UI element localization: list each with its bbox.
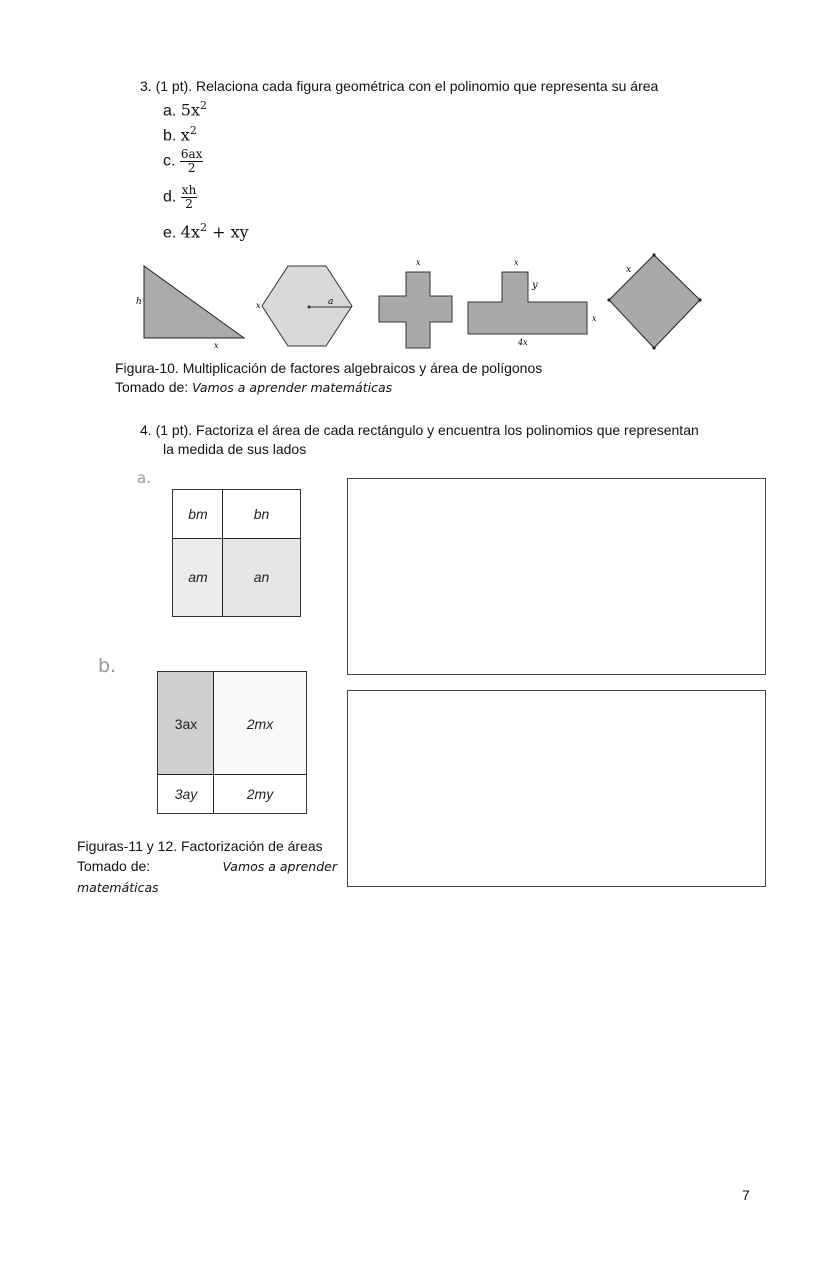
diamond-square-figure <box>607 253 701 349</box>
option-expression: 5x <box>180 100 200 120</box>
hexagon-side-label: x <box>256 301 261 310</box>
t-stem-height-label: y <box>532 280 538 291</box>
t-base-width-label: 4x <box>518 338 528 347</box>
cell-bn: bn <box>223 490 300 538</box>
option-exponent: 2 <box>200 221 207 234</box>
grid-divider <box>158 774 306 775</box>
source-book-title-part2: matemáticas <box>77 880 159 895</box>
hexagon-figure <box>256 266 352 346</box>
cell-2my: 2my <box>214 775 306 813</box>
t-base-height-label: x <box>592 314 597 323</box>
triangle-height-label: h <box>136 297 142 307</box>
part-b-letter: b. <box>98 655 117 677</box>
grid-divider <box>173 538 300 539</box>
option-a <box>163 99 207 120</box>
source-book-title-part1: Vamos a aprender <box>222 859 337 874</box>
option-letter: e. <box>163 224 177 242</box>
figures-11-12-source <box>77 857 337 876</box>
figure-10-caption: Figura-10. Multiplicación de factores algebraicos y área de polígonos <box>115 360 543 376</box>
cross-side-label: x <box>416 258 421 267</box>
cell-3ax: 3ax <box>158 672 214 775</box>
option-expression: x <box>180 125 190 145</box>
question-4-title-line2: la medida de sus lados <box>163 441 307 457</box>
grid-divider <box>213 672 214 813</box>
option-letter: a. <box>163 102 177 120</box>
rectangle-a-grid <box>172 489 301 617</box>
triangle-figure <box>136 266 244 350</box>
triangle-base-label: x <box>214 341 219 350</box>
fraction-numerator: 6ax <box>180 147 203 161</box>
source-label: Tomado de: <box>77 858 151 874</box>
cell-am: am <box>173 538 223 616</box>
figure-10-polygons <box>130 250 720 355</box>
source-label: Tomado de: <box>115 379 193 395</box>
figure-10-source <box>115 378 392 397</box>
hexagon-apothem-label: a <box>328 297 334 307</box>
part-a-letter: a. <box>137 469 151 487</box>
rectangle-b-grid <box>157 671 307 814</box>
question-4-title-line1: 4. (1 pt). Factoriza el área de cada rectángulo y encuentra los polinomios que representan <box>140 422 699 438</box>
cross-figure <box>379 258 452 348</box>
t-shape-figure <box>468 258 597 347</box>
option-fraction <box>180 148 204 175</box>
option-letter: d. <box>163 188 177 206</box>
option-fraction <box>181 184 198 211</box>
fraction-denominator: 2 <box>187 161 196 175</box>
option-exponent: 2 <box>200 99 207 112</box>
cell-3ay: 3ay <box>158 775 214 813</box>
option-letter: c. <box>163 152 176 170</box>
option-d <box>163 184 197 211</box>
answer-box-a[interactable] <box>347 478 766 675</box>
option-exponent: 2 <box>189 124 197 137</box>
figures-11-12-source-cont <box>77 878 159 897</box>
option-expression: 4x <box>180 222 200 242</box>
cell-2mx: 2mx <box>214 672 306 775</box>
question-3-title: 3. (1 pt). Relaciona cada figura geométrica con el polinomio que representa su área <box>140 78 659 94</box>
t-top-width-label: x <box>514 258 519 267</box>
option-letter: b. <box>163 127 177 145</box>
page-number: 7 <box>742 1187 750 1203</box>
fraction-numerator: xh <box>181 183 197 197</box>
square-side-label: x <box>626 265 632 275</box>
figures-11-12-caption: Figuras-11 y 12. Factorización de áreas <box>77 838 323 854</box>
option-e <box>163 221 249 242</box>
source-book-title: Vamos a aprender matemáticas <box>192 380 393 395</box>
option-expression-rest: + xy <box>207 222 249 242</box>
cell-an: an <box>223 538 300 616</box>
option-b <box>163 124 197 145</box>
option-c <box>163 148 203 175</box>
answer-box-b[interactable] <box>347 690 766 887</box>
grid-divider <box>222 490 223 616</box>
cell-bm: bm <box>173 490 223 538</box>
fraction-denominator: 2 <box>185 197 193 211</box>
